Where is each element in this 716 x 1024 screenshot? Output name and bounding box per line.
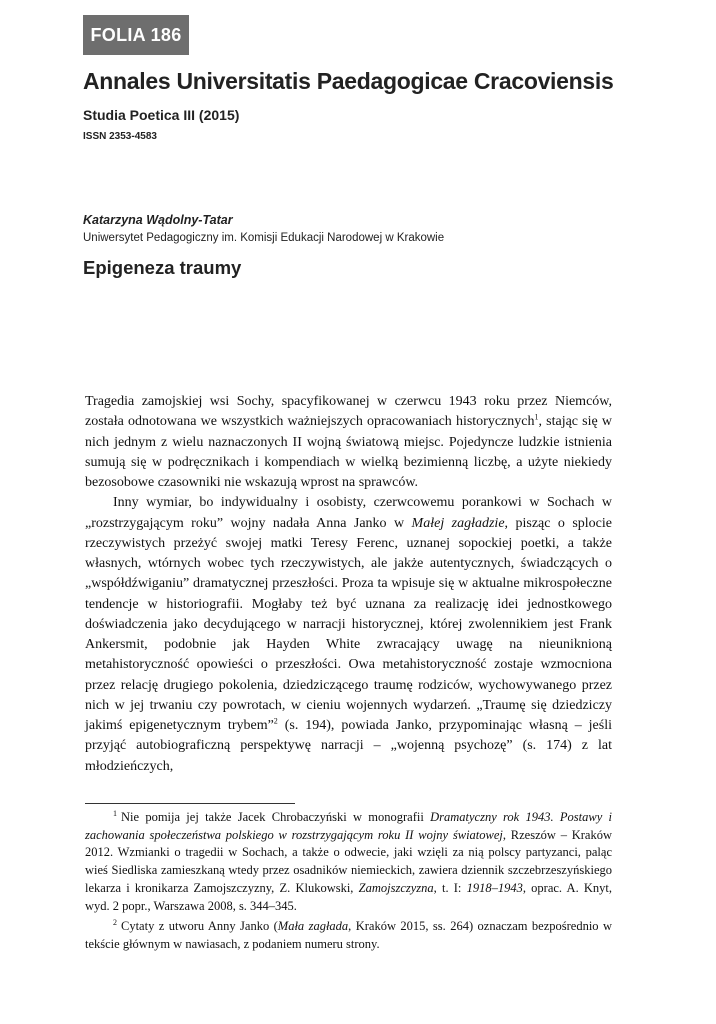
footnote-divider bbox=[85, 803, 295, 804]
footnote-ref: 1 bbox=[534, 412, 539, 422]
article-author: Katarzyna Wądolny-Tatar bbox=[83, 213, 233, 227]
author-affiliation: Uniwersytet Pedagogiczny im. Komisji Edukacji Narodowej w Krakowie bbox=[83, 232, 445, 244]
footnote-number: 1 bbox=[113, 808, 117, 818]
folia-badge-label: FOLIA 186 bbox=[90, 24, 182, 45]
folia-badge bbox=[83, 15, 189, 55]
book-title: Małej zagładzie bbox=[411, 515, 505, 531]
footnote: $^2$ Cytaty z utworu Anny Janko (Mała zagłada, Kraków 2015, ss. 264) oznaczam bezpośrednio w tekście głównym w nawiasach, z podaniem numeru strony. bbox=[85, 918, 612, 951]
footnote: $^1$ Nie pomija jej także Jacek Chrobaczyński w monografii Dramatyczny rok 1943. Postawy i zachowania społeczeństwa polskiego w rozstrzygającym roku II wojny światowej, Rzeszów – Kraków 2012. Wzmianki o tragedii w Sochach, a także o odwecie, jaki wzięli za nią polscy partyzanci, paląc wieś Siedliska zamieszkaną wtedy przez osadników niemieckich, zawiera dziennik szczebrzeszyńskiego lekarza i kronikarza Zamojszczyzny, Z. Klukowski, Zamojszczyzna, t. I: 1918–1943, oprac. A. Knyt, wyd. 2 popr., Warszawa 2008, s. 344–345. bbox=[85, 808, 613, 913]
journal-title: Annales Universitatis Paedagogicae Cracoviensis bbox=[83, 68, 614, 94]
journal-issn: ISSN 2353-4583 bbox=[83, 131, 157, 142]
body-paragraph: Tragedia zamojskiej wsi Sochy, spacyfikowanej w czerwcu 1943 roku przez Niemców, została odnotowana we wszystkich ważniejszych opracowaniach historycznych$^1$, stając się w nich jednym z wielu naznaczonych II wojną światową miejsc. Pojedyncze ludzkie istnienia sumują się w podręcznikach i kompendiach w wielką bezimienną liczbę, a użyte niekiedy bezosobowe czasowniki nie wskazują wprost na sprawców. bbox=[85, 394, 613, 490]
article-title: Epigeneza traumy bbox=[83, 257, 242, 278]
footnote-ref: 2 bbox=[273, 716, 278, 726]
article-body bbox=[85, 392, 612, 777]
journal-series: Studia Poetica III (2015) bbox=[83, 107, 240, 123]
footnotes bbox=[85, 809, 612, 957]
body-paragraph: Inny wymiar, bo indywidualny i osobisty, czerwcowemu porankowi w Sochach w „rozstrzygającym roku” wojny nadała Anna Janko w Małej zagładzie, pisząc o splocie rzeczywistych przeżyć swojej matki Teresy Ferenc, uznanej sopockiej poetki, a także własnych, wtórnych wobec tych rzeczywistych, ale jakże autentycznych, świadczących o „współdźwiganiu” dramatycznej przeszłości. Proza ta wpisuje się w aktualne mikrospołeczne tendencje w historiografii. Mogłaby też być uznana za realizację idei jednostkowego doświadczenia jako decydującego w narracji historycznej, której zwolennikiem jest Frank Ankersmit, podobnie jak Hayden White zwracający uwagę na nieuniknioną metahistoryczność opowieści o przeszłości. Owa metahistoryczność zostaje wzmocniona przez relację drugiego pokolenia, dziedziczącego traumę rodziców, wychowywanego przez nich w jej trwaniu czy powrotach, w cieniu wojennych wydarzeń. „Traumę się dziedziczy jakimś epigenetycznym trybem”$^2$ (s. 194), powiada Janko, przypominając własną – jeśli przyjąć autobiograficzną perspektywę narracji – „wojenną psychozę” (s. 174) z lat młodzieńczych, bbox=[85, 495, 613, 774]
footnote-number: 2 bbox=[113, 918, 117, 928]
